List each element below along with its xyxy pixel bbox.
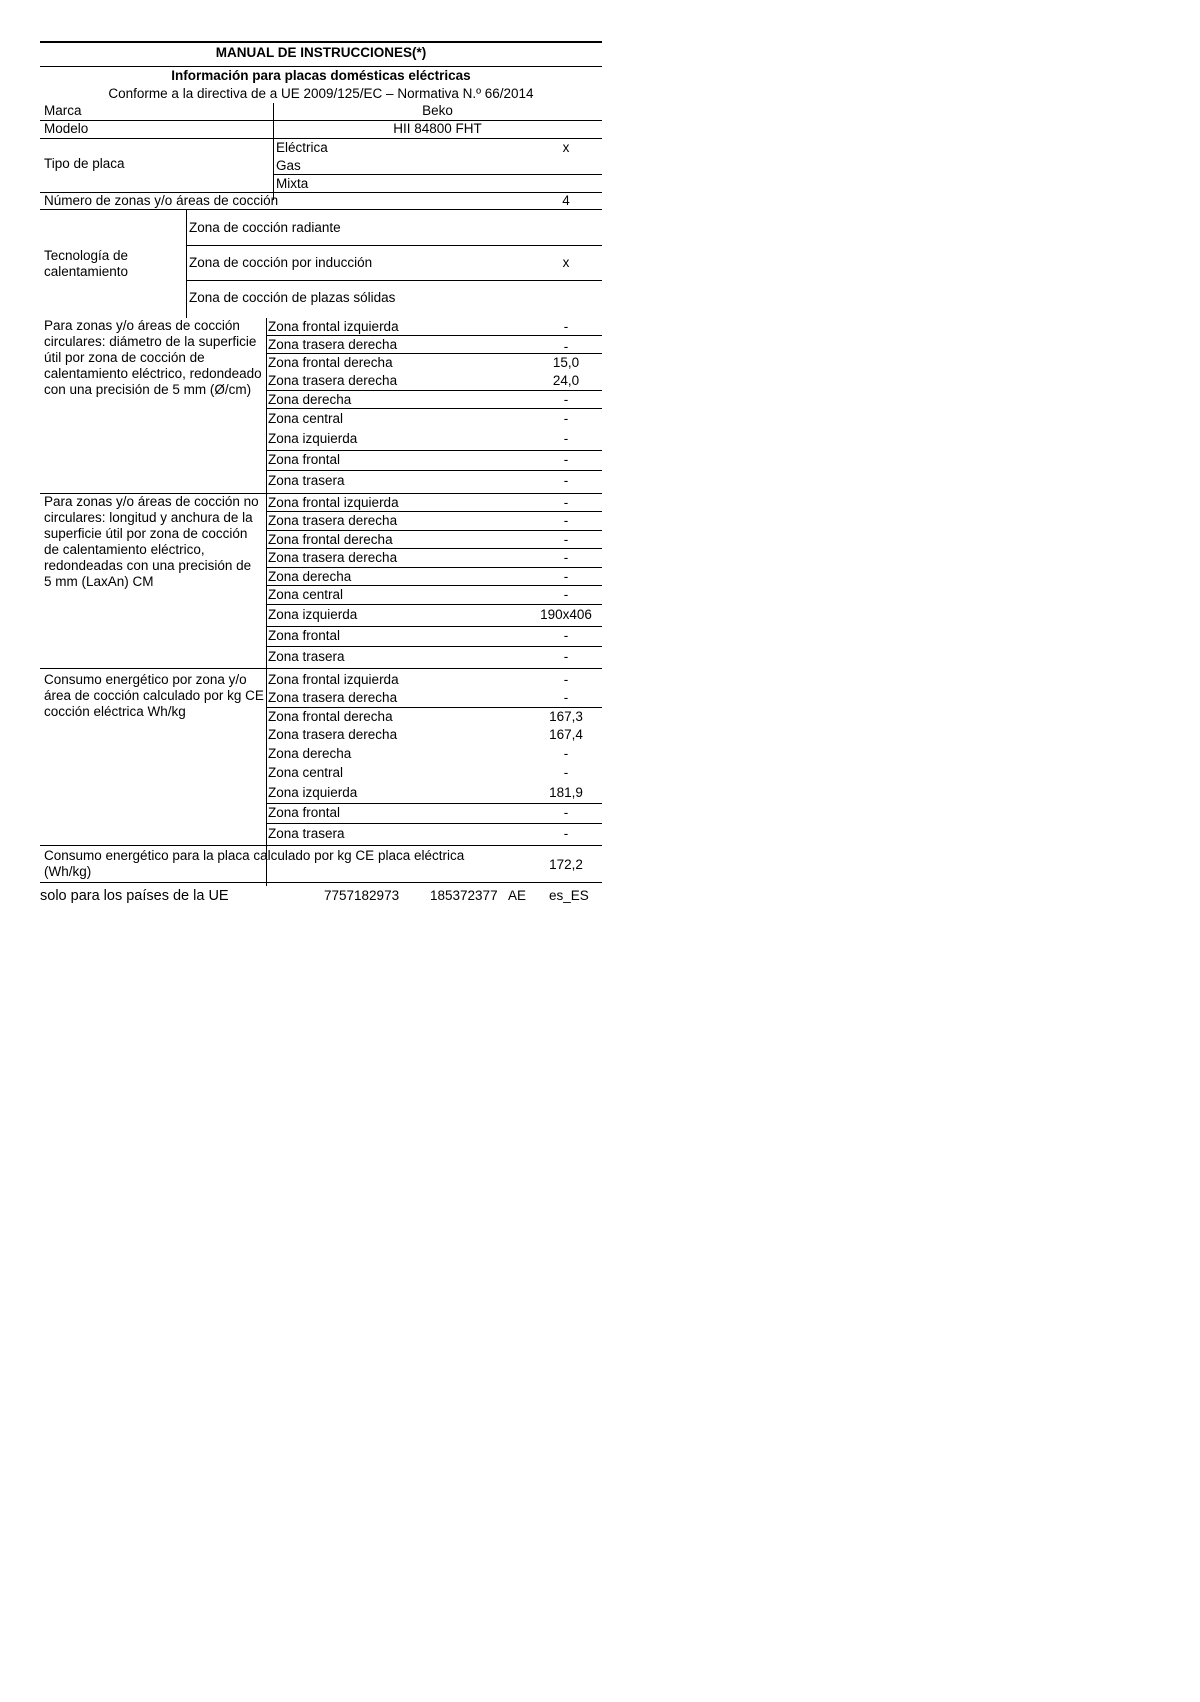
zone-value: -: [563, 319, 569, 334]
zone-label: Zona central: [268, 765, 344, 780]
divider: [186, 209, 187, 318]
zone-value: -: [563, 411, 569, 426]
zone-label: Zona derecha: [268, 569, 352, 584]
zone-value: -: [563, 672, 569, 687]
footer-note: solo para los países de la UE: [40, 888, 229, 904]
zone-label: Zona trasera derecha: [268, 550, 398, 565]
heating-tech-label: Tecnología de calentamiento: [44, 248, 129, 279]
zone-value: -: [563, 550, 569, 565]
hob-type-option: Gas: [276, 158, 301, 173]
zone-value: -: [563, 495, 569, 510]
hob-type-label: Tipo de placa: [44, 156, 125, 171]
divider: [273, 174, 602, 175]
circular-zones-label: Para zonas y/o áreas de cocción circulares: diámetro de la superficie útil por zona de cocción de calentamiento eléctrico, redondeado con una precisión de 5 mm (Ø/cm): [44, 318, 262, 397]
divider: [266, 318, 267, 886]
noncircular-zones-label: Para zonas y/o áreas de cocción no circulares: longitud y anchura de la superficie útil por zona de cocción de calentamiento eléctrico, redondeadas con una precisión de 5 mm (LaxAn) CM: [44, 494, 259, 589]
zone-value: 181,9: [549, 785, 583, 800]
divider: [40, 138, 602, 139]
zone-label: Zona derecha: [268, 746, 352, 761]
zone-label: Zona izquierda: [268, 607, 358, 622]
zone-label: Zona izquierda: [268, 431, 358, 446]
zones-count-value: 4: [562, 193, 570, 208]
model-value: HII 84800 FHT: [393, 121, 482, 136]
top-rule: [40, 41, 602, 43]
zone-value: -: [563, 392, 569, 407]
divider: [266, 707, 602, 708]
divider: [266, 353, 602, 354]
zone-value: -: [563, 473, 569, 488]
divider: [266, 823, 602, 824]
zone-value: -: [563, 805, 569, 820]
divider: [266, 585, 602, 586]
divider: [266, 626, 602, 627]
divider: [266, 567, 602, 568]
doc-subtitle: Información para placas domésticas eléctricas: [171, 68, 471, 83]
zone-value: -: [563, 587, 569, 602]
zone-value: -: [563, 690, 569, 705]
hob-type-option: Mixta: [276, 176, 309, 191]
zone-value: -: [563, 452, 569, 467]
zone-value: -: [563, 532, 569, 547]
zone-label: Zona trasera: [268, 649, 345, 664]
divider: [266, 335, 602, 336]
zone-value: -: [563, 826, 569, 841]
footer-code: 7757182973: [324, 888, 400, 903]
zone-label: Zona frontal: [268, 628, 341, 643]
zone-value: -: [563, 569, 569, 584]
divider: [266, 530, 602, 531]
consumption-total-value: 172,2: [549, 857, 583, 872]
zone-label: Zona frontal derecha: [268, 709, 393, 724]
divider: [266, 450, 602, 451]
divider: [266, 408, 602, 409]
doc-directive: Conforme a la directiva de a UE 2009/125/EC – Normativa N.º 66/2014: [108, 86, 534, 101]
consumption-total-label: Consumo energético para la placa calculado por kg CE placa eléctrica (Wh/kg): [44, 848, 465, 879]
zone-value: -: [563, 649, 569, 664]
divider: [273, 103, 274, 200]
zone-label: Zona frontal izquierda: [268, 495, 399, 510]
zone-label: Zona trasera: [268, 473, 345, 488]
heating-tech-option: Zona de cocción de plazas sólidas: [189, 290, 396, 305]
divider: [40, 882, 602, 883]
model-label: Modelo: [44, 121, 89, 136]
zone-label: Zona central: [268, 411, 344, 426]
zone-label: Zona frontal izquierda: [268, 672, 399, 687]
brand-label: Marca: [44, 103, 82, 118]
divider: [186, 245, 602, 246]
divider: [266, 390, 602, 391]
zone-value: -: [563, 513, 569, 528]
zone-label: Zona frontal derecha: [268, 355, 393, 370]
zone-label: Zona izquierda: [268, 785, 358, 800]
hob-type-option: Eléctrica: [276, 140, 328, 155]
divider: [40, 66, 602, 67]
footer-code: AE: [508, 888, 527, 903]
divider: [266, 548, 602, 549]
zone-label: Zona derecha: [268, 392, 352, 407]
zone-label: Zona trasera derecha: [268, 690, 398, 705]
zone-value: -: [563, 746, 569, 761]
divider: [40, 668, 602, 669]
zone-label: Zona frontal: [268, 805, 341, 820]
divider: [266, 604, 602, 605]
consumption-zone-label: Consumo energético por zona y/o área de cocción calculado por kg CE cocción eléctrica Wh/kg: [44, 672, 264, 719]
zone-label: Zona trasera derecha: [268, 373, 398, 388]
divider: [40, 845, 602, 846]
divider: [40, 209, 602, 210]
footer-locale: es_ES: [549, 888, 589, 903]
zone-value: -: [563, 431, 569, 446]
zone-value: 167,4: [549, 727, 583, 742]
zone-value: -: [563, 628, 569, 643]
zone-label: Zona frontal derecha: [268, 532, 393, 547]
divider: [266, 470, 602, 471]
zone-value: 24,0: [552, 373, 580, 388]
zone-label: Zona frontal izquierda: [268, 319, 399, 334]
zone-label: Zona trasera derecha: [268, 513, 398, 528]
heating-tech-mark: x: [562, 255, 570, 270]
zone-label: Zona trasera derecha: [268, 337, 398, 352]
zone-label: Zona trasera derecha: [268, 727, 398, 742]
zone-value: -: [563, 765, 569, 780]
divider: [266, 803, 602, 804]
zone-value: 15,0: [552, 355, 580, 370]
divider: [266, 646, 602, 647]
zone-value: 167,3: [549, 709, 583, 724]
zone-label: Zona central: [268, 587, 344, 602]
divider: [266, 511, 602, 512]
heating-tech-option: Zona de cocción radiante: [189, 220, 341, 235]
doc-title: MANUAL DE INSTRUCCIONES(*): [215, 45, 427, 60]
heating-tech-option: Zona de cocción por inducción: [189, 255, 373, 270]
zone-value: -: [563, 339, 569, 354]
zone-label: Zona trasera: [268, 826, 345, 841]
brand-value: Beko: [422, 103, 453, 118]
hob-type-mark: x: [562, 140, 570, 155]
footer-code: 185372377: [430, 888, 498, 903]
zone-label: Zona frontal: [268, 452, 341, 467]
zones-count-label: Número de zonas y/o áreas de cocción: [44, 193, 279, 208]
divider: [186, 280, 602, 281]
zone-value: 190x406: [540, 607, 592, 622]
